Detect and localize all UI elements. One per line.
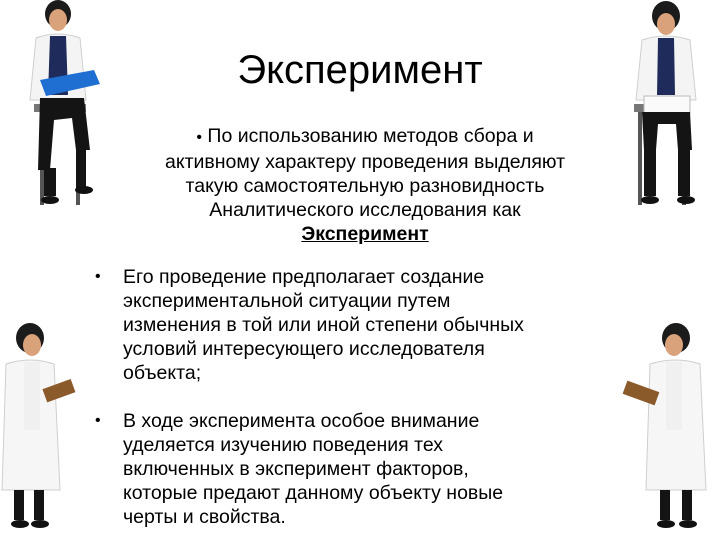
bullet-line: которые предают данному объекту новые (123, 482, 504, 504)
bullet-line: такую самостоятельную разновидность (185, 175, 545, 197)
slide-title: Эксперимент (237, 48, 483, 92)
bullet-line: экспериментальной ситуации путем (123, 290, 451, 312)
bullet-marker: • (95, 412, 101, 429)
bullet-line: В ходе эксперимента особое внимание (123, 410, 480, 432)
seated-doctor-with-clipboard-image (620, 0, 710, 215)
bullet-line: объекта; (123, 362, 202, 384)
standing-doctor-right-image (620, 320, 710, 535)
bullet-marker: • (196, 129, 202, 146)
bullet-marker: • (95, 268, 101, 285)
bullet-line: Аналитического исследования как (209, 199, 521, 221)
bullet-item-2 (95, 265, 635, 385)
bullet-item-3 (95, 409, 635, 529)
bullet-line: По использованию методов сбора и (207, 125, 534, 147)
bullet-line: Его проведение предполагает создание (123, 266, 485, 288)
bullet-item-1 (95, 124, 635, 246)
keyword-experiment: Эксперимент (301, 223, 429, 245)
bullet-line: активному характеру проведения выделяют (164, 151, 566, 173)
standing-doctor-left-image (0, 320, 80, 535)
seated-doctor-with-folder-image (14, 0, 114, 215)
bullet-line: черты и свойства. (123, 506, 286, 528)
bullet-line: включенных в эксперимент факторов, (123, 458, 469, 480)
bullet-line: условий интересующего исследователя (123, 338, 485, 360)
bullet-line: уделяется изучению поведения тех (123, 434, 444, 456)
bullet-line: изменения в той или иной степени обычных (123, 314, 524, 336)
